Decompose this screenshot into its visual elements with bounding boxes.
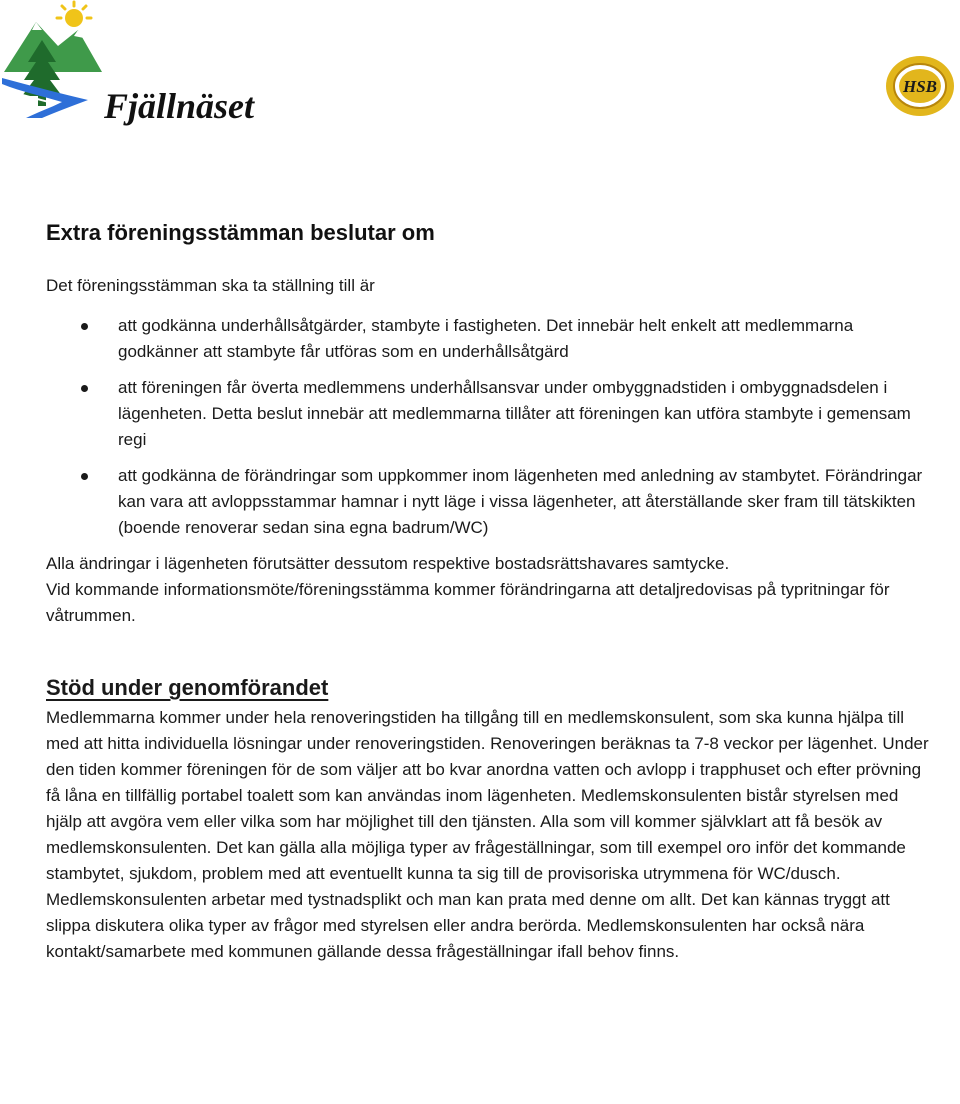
paragraph-support: Medlemmarna kommer under hela renoveringstiden ha tillgång till en medlemskonsulent, som ska kunna hjälpa till med att hitta individuella lösningar under renoveringstiden. Renoveringen beräknas ta 7-8 veckor per lägenhet. Under den tiden kommer föreningen för de som väljer att bo kvar anordna vatten och avlopp i trapphuset och efter prövning få låna en tillfällig portabel toalett som kan användas inom lägenheten. Medlemskonsulenten bistår styrelsen med hjälp att avgöra vem eller vilka som har möjlighet till den tjänsten. Alla som vill kommer självklart att få besök av medlemskonsulenten. Det kan gälla alla möjliga typer av frågeställningar, som till exempel oro inför det kommande stambytet, sjukdom, problem med att eventuellt kunna ta sig till de provisoriska utrymmena för WC/dusch. Medlemskonsulenten arbetar med tystnadsplikt och man kan prata med denne om allt. Det kan kännas tryggt att slippa diskutera olika typer av frågor med styrelsen eller andra berörda. Medlemskonsulenten har också nära kontakt/samarbete med kommunen gällande dessa frågeställningar ifall behov finns. [46, 708, 929, 961]
paragraph-info-meeting: Vid kommande informationsmöte/föreningsstämma kommer förändringarna att detaljredovisas på typritningar för våtrummen. [46, 580, 890, 625]
section-title-decision: Extra föreningsstämman beslutar om [46, 220, 435, 245]
list-item [46, 463, 936, 541]
decision-list [46, 313, 936, 541]
bullet-icon [81, 385, 88, 392]
list-item-text: att godkänna underhållsåtgärder, stambyte i fastigheten. Det innebär helt enkelt att medlemmarna godkänner att stambyte får utföras som en underhållsåtgärd [118, 316, 854, 361]
sun-icon [57, 2, 91, 27]
brand-name: Fjällnäset [104, 86, 255, 126]
bullet-icon [81, 323, 88, 330]
intro-paragraph: Det föreningsstämman ska ta ställning till är [46, 276, 375, 295]
mountain-sun-tree-river-logo-icon [2, 0, 112, 124]
bullet-icon [81, 473, 88, 480]
hsb-logo-text: HSB [902, 77, 938, 96]
list-item-text: att godkänna de förändringar som uppkommer inom lägenheten med anledning av stambytet. Förändringar kan vara att avloppsstammar hamnar i nytt läge i vissa lägenheter, att återställande sker fram till tätskikten (boende renoverar sedan sina egna badrum/WC) [118, 466, 923, 537]
hsb-emblem-logo-icon [882, 52, 958, 120]
page-header [0, 0, 960, 140]
list-item-text: att föreningen får överta medlemmens underhållsansvar under ombyggnadstiden i ombyggnadsdelen i lägenheten. Detta beslut innebär att medlemmarna tillåter att föreningen kan utföra stambyte i gemensam regi [118, 378, 911, 449]
list-item [46, 375, 936, 453]
list-item [46, 313, 936, 365]
section-title-support: Stöd under genomförandet [46, 675, 329, 700]
paragraph-consent: Alla ändringar i lägenheten förutsätter dessutom respektive bostadsrättshavares samtycke. [46, 554, 730, 573]
document-body [46, 216, 936, 965]
